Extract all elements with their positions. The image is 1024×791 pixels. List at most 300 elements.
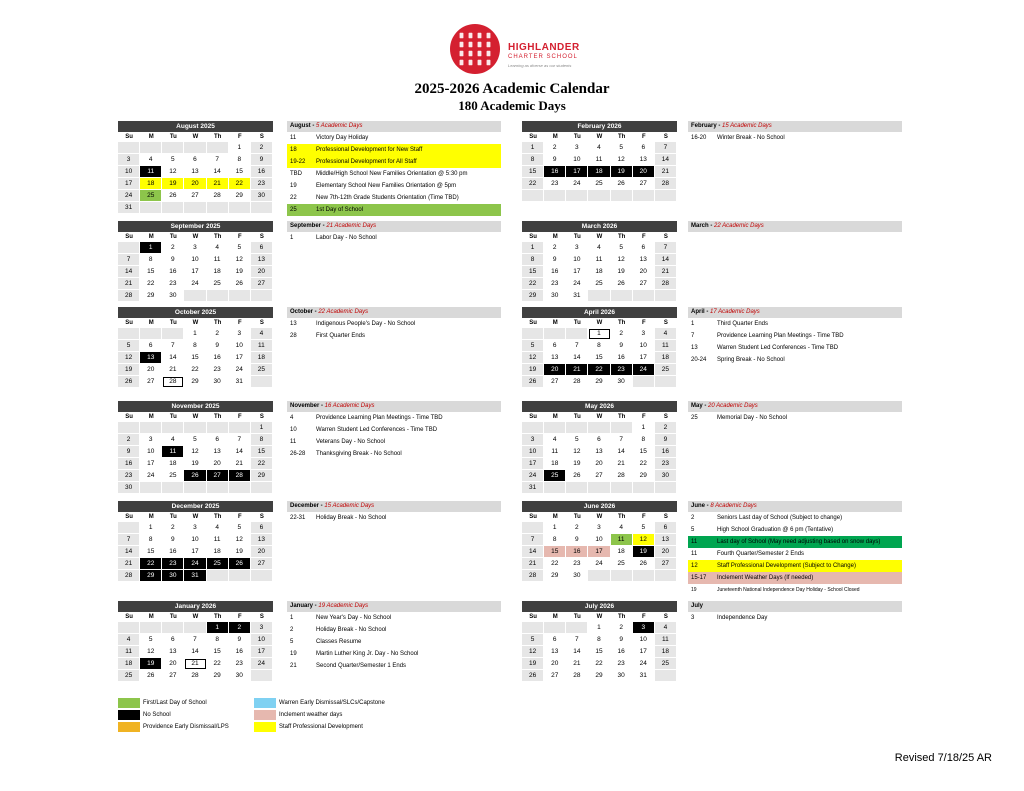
calendar-day: 24 bbox=[566, 278, 588, 290]
calendar-day: 25 bbox=[207, 278, 229, 290]
legend-item bbox=[254, 710, 342, 720]
day-header: S bbox=[663, 614, 668, 620]
calendar-day: 6 bbox=[633, 142, 655, 154]
calendar-day: 5 bbox=[184, 434, 206, 446]
calendar-empty-cell bbox=[184, 142, 206, 154]
week-row bbox=[522, 254, 677, 266]
calendar-day: 2 bbox=[655, 422, 677, 434]
calendar-day: 3 bbox=[633, 622, 655, 634]
week-row bbox=[522, 534, 677, 546]
calendar-day: 29 bbox=[544, 570, 566, 582]
calendar-day: 29 bbox=[633, 470, 655, 482]
event-text: Martin Luther King Jr. Day - No School bbox=[316, 651, 419, 657]
calendar-day: 30 bbox=[611, 376, 633, 388]
calendar-day: 29 bbox=[588, 376, 610, 388]
week-row bbox=[522, 266, 677, 278]
calendar-day: 21 bbox=[655, 166, 677, 178]
calendar-day: 9 bbox=[544, 254, 566, 266]
calendar-day: 5 bbox=[611, 242, 633, 254]
event-row bbox=[287, 204, 501, 216]
calendar-day: 12 bbox=[229, 534, 251, 546]
calendar-day: 15 bbox=[140, 546, 162, 558]
calendar-day: 19 bbox=[633, 546, 655, 558]
month-title: February 2026 bbox=[522, 121, 677, 132]
event-text: Indigenous People's Day - No School bbox=[316, 321, 416, 327]
calendar-day: 6 bbox=[544, 634, 566, 646]
calendar-day: 28 bbox=[522, 570, 544, 582]
calendar-day: 6 bbox=[207, 434, 229, 446]
calendar-day: 18 bbox=[118, 658, 140, 670]
calendar-day: 14 bbox=[611, 446, 633, 458]
event-text: 1st Day of School bbox=[316, 207, 364, 213]
day-header: F bbox=[641, 320, 646, 326]
calendar-day: 22 bbox=[184, 364, 206, 376]
calendar-day: 1 bbox=[522, 242, 544, 254]
calendar-day: 5 bbox=[229, 522, 251, 534]
calendar-day: 12 bbox=[633, 534, 655, 546]
week-row bbox=[118, 364, 273, 376]
events-month-label: January - bbox=[290, 603, 317, 609]
day-header: M bbox=[552, 514, 558, 520]
calendar-day: 4 bbox=[140, 154, 162, 166]
calendar-day: 6 bbox=[251, 242, 273, 254]
calendar-day: 16 bbox=[162, 266, 184, 278]
calendar-empty-cell bbox=[140, 482, 162, 494]
calendar-empty-cell bbox=[522, 190, 544, 202]
month-title: May 2026 bbox=[522, 401, 677, 412]
calendar-day: 11 bbox=[251, 340, 273, 352]
events-month-label: November - bbox=[290, 403, 324, 409]
calendar-day: 14 bbox=[184, 646, 206, 658]
calendar-day: 1 bbox=[588, 622, 610, 634]
event-text: Third Quarter Ends bbox=[717, 321, 769, 327]
academic-days-count: 21 Academic Days bbox=[324, 223, 377, 229]
events-header bbox=[688, 307, 902, 318]
calendar-day: 8 bbox=[522, 154, 544, 166]
calendar-day: 25 bbox=[588, 178, 610, 190]
calendar-day: 5 bbox=[229, 242, 251, 254]
calendar-day: 12 bbox=[140, 646, 162, 658]
week-row bbox=[118, 546, 273, 558]
week-row bbox=[522, 670, 677, 682]
calendar-day: 9 bbox=[611, 340, 633, 352]
calendar-day: 27 bbox=[251, 278, 273, 290]
calendar-day: 7 bbox=[184, 634, 206, 646]
month-calendar bbox=[522, 601, 677, 682]
event-text: Warren Student Led Conferences - Time TBD bbox=[316, 427, 438, 433]
event-row bbox=[287, 436, 501, 448]
calendar-day: 27 bbox=[544, 376, 566, 388]
calendar-day: 3 bbox=[522, 434, 544, 446]
week-row bbox=[118, 458, 273, 470]
calendar-day: 13 bbox=[251, 254, 273, 266]
calendar-empty-cell bbox=[162, 202, 184, 214]
academic-days-count: 19 Academic Days bbox=[316, 603, 369, 609]
calendar-day: 12 bbox=[611, 254, 633, 266]
event-date: 26-28 bbox=[290, 451, 306, 457]
calendar-day: 16 bbox=[566, 546, 588, 558]
calendar-empty-cell bbox=[162, 328, 184, 340]
calendar-day: 23 bbox=[544, 278, 566, 290]
calendar-day: 21 bbox=[522, 558, 544, 570]
calendar-day: 9 bbox=[655, 434, 677, 446]
calendar-day: 2 bbox=[207, 328, 229, 340]
week-row bbox=[522, 242, 677, 254]
month-title: January 2026 bbox=[118, 601, 273, 612]
calendar-day: 28 bbox=[655, 178, 677, 190]
calendar-day: 29 bbox=[184, 376, 206, 388]
event-text: Staff Professional Development (Subject to Change) bbox=[717, 563, 856, 569]
week-row bbox=[118, 190, 273, 202]
event-row bbox=[688, 572, 902, 584]
events-month-label: June - bbox=[691, 503, 709, 509]
day-header: Su bbox=[529, 134, 537, 140]
week-row bbox=[522, 482, 677, 494]
calendar-day: 23 bbox=[251, 178, 273, 190]
calendar-day: 29 bbox=[207, 670, 229, 682]
calendar-day: 18 bbox=[544, 458, 566, 470]
calendar-day: 5 bbox=[633, 522, 655, 534]
calendar-empty-cell bbox=[140, 142, 162, 154]
calendar-day: 1 bbox=[184, 328, 206, 340]
week-row bbox=[118, 434, 273, 446]
event-date: 1 bbox=[290, 235, 294, 241]
calendar-empty-cell bbox=[544, 422, 566, 434]
event-row bbox=[287, 192, 501, 204]
calendar-day: 23 bbox=[207, 364, 229, 376]
calendar-day: 4 bbox=[207, 522, 229, 534]
week-row bbox=[522, 340, 677, 352]
calendar-day: 30 bbox=[118, 482, 140, 494]
event-date: 13 bbox=[691, 345, 698, 351]
calendar-day: 28 bbox=[611, 470, 633, 482]
day-header: Tu bbox=[169, 414, 177, 420]
calendar-day: 1 bbox=[588, 328, 610, 340]
calendar-day: 13 bbox=[633, 154, 655, 166]
calendar-empty-cell bbox=[566, 422, 588, 434]
calendar-empty-cell bbox=[655, 376, 677, 388]
calendar-day: 6 bbox=[184, 154, 206, 166]
calendar-day: 13 bbox=[655, 534, 677, 546]
day-header-row bbox=[118, 318, 273, 328]
calendar-day: 29 bbox=[140, 570, 162, 582]
day-header: Su bbox=[125, 614, 133, 620]
week-row bbox=[522, 376, 677, 388]
calendar-empty-cell bbox=[611, 190, 633, 202]
event-text: Winter Break - No School bbox=[717, 135, 785, 141]
calendar-day: 3 bbox=[229, 328, 251, 340]
calendar-day: 6 bbox=[162, 634, 184, 646]
calendar-empty-cell bbox=[207, 290, 229, 302]
day-header: Su bbox=[125, 414, 133, 420]
calendar-day: 12 bbox=[522, 352, 544, 364]
day-header: Th bbox=[213, 614, 222, 620]
day-header: M bbox=[552, 320, 558, 326]
event-date: 25 bbox=[691, 415, 698, 421]
calendar-day: 14 bbox=[118, 546, 140, 558]
events-header bbox=[688, 601, 902, 612]
calendar-day: 21 bbox=[611, 458, 633, 470]
calendar-empty-cell bbox=[207, 422, 229, 434]
day-header: F bbox=[237, 234, 242, 240]
calendar-day: 22 bbox=[588, 364, 610, 376]
calendar-day: 7 bbox=[566, 634, 588, 646]
calendar-day: 17 bbox=[566, 266, 588, 278]
calendar-empty-cell bbox=[655, 482, 677, 494]
calendar-day: 12 bbox=[118, 352, 140, 364]
day-header: S bbox=[259, 134, 264, 140]
calendar-day: 29 bbox=[229, 190, 251, 202]
day-header: Su bbox=[125, 134, 133, 140]
calendar-day: 28 bbox=[655, 278, 677, 290]
calendar-day: 8 bbox=[588, 340, 610, 352]
calendar-day: 17 bbox=[633, 646, 655, 658]
day-header: Th bbox=[617, 614, 626, 620]
event-date: 2 bbox=[290, 627, 294, 633]
day-header: Th bbox=[213, 320, 222, 326]
event-text: Seniors Last day of School (Subject to change) bbox=[717, 515, 843, 521]
legend-item bbox=[118, 710, 171, 720]
calendar-day: 17 bbox=[522, 458, 544, 470]
day-header: S bbox=[259, 614, 264, 620]
calendar-day: 17 bbox=[184, 546, 206, 558]
event-row bbox=[688, 536, 902, 548]
calendar-day: 16 bbox=[229, 646, 251, 658]
event-row bbox=[688, 330, 902, 342]
calendar-empty-cell bbox=[544, 328, 566, 340]
week-row bbox=[118, 670, 273, 682]
calendar-day: 3 bbox=[633, 328, 655, 340]
events-month-label: May - bbox=[691, 403, 707, 409]
day-header: M bbox=[552, 414, 558, 420]
event-date: 19 bbox=[691, 587, 697, 593]
calendar-day: 27 bbox=[162, 670, 184, 682]
calendar-day: 8 bbox=[544, 534, 566, 546]
calendar-day: 17 bbox=[140, 458, 162, 470]
event-row bbox=[287, 156, 501, 168]
calendar-day: 30 bbox=[566, 570, 588, 582]
academic-days-count: 20 Academic Days bbox=[706, 403, 758, 409]
calendar-day: 24 bbox=[229, 364, 251, 376]
legend-item bbox=[254, 698, 385, 708]
calendar-day: 7 bbox=[566, 340, 588, 352]
calendar-day: 21 bbox=[229, 458, 251, 470]
calendar-day: 2 bbox=[162, 522, 184, 534]
calendar-day: 26 bbox=[522, 376, 544, 388]
calendar-empty-cell bbox=[251, 376, 273, 388]
week-row bbox=[522, 154, 677, 166]
month-events bbox=[287, 601, 501, 672]
week-row bbox=[522, 364, 677, 376]
calendar-day: 30 bbox=[162, 570, 184, 582]
calendar-day: 20 bbox=[251, 266, 273, 278]
calendar-empty-cell bbox=[118, 422, 140, 434]
calendar-empty-cell bbox=[611, 290, 633, 302]
events-header bbox=[688, 401, 902, 412]
calendar-empty-cell bbox=[207, 142, 229, 154]
calendar-day: 11 bbox=[611, 534, 633, 546]
calendar-day: 23 bbox=[655, 458, 677, 470]
calendar-day: 17 bbox=[229, 352, 251, 364]
legend-label: Providence Early Dismissal/LPS bbox=[143, 724, 229, 730]
calendar-day: 19 bbox=[162, 178, 184, 190]
events-month-label: July bbox=[691, 603, 704, 609]
day-header: M bbox=[148, 134, 154, 140]
calendar-day: 19 bbox=[611, 266, 633, 278]
calendar-day: 6 bbox=[655, 522, 677, 534]
legend-swatch bbox=[254, 722, 276, 732]
week-row bbox=[522, 570, 677, 582]
calendar-empty-cell bbox=[118, 142, 140, 154]
event-text: Victory Day Holiday bbox=[316, 135, 369, 141]
week-row bbox=[522, 328, 677, 340]
day-header-row bbox=[118, 132, 273, 142]
day-header: S bbox=[663, 320, 668, 326]
calendar-empty-cell bbox=[251, 202, 273, 214]
calendar-day: 17 bbox=[118, 178, 140, 190]
month-calendar bbox=[118, 401, 273, 494]
calendar-empty-cell bbox=[611, 422, 633, 434]
calendar-day: 29 bbox=[251, 470, 273, 482]
calendar-day: 8 bbox=[522, 254, 544, 266]
day-header: Tu bbox=[573, 320, 581, 326]
calendar-day: 8 bbox=[633, 434, 655, 446]
calendar-day: 30 bbox=[655, 470, 677, 482]
calendar-empty-cell bbox=[118, 522, 140, 534]
day-header: S bbox=[259, 414, 264, 420]
calendar-day: 27 bbox=[633, 178, 655, 190]
month-events bbox=[688, 401, 902, 424]
day-header: M bbox=[148, 514, 154, 520]
event-row bbox=[287, 424, 501, 436]
month-calendar bbox=[522, 307, 677, 388]
event-row bbox=[688, 612, 902, 624]
legend-label: Warren Early Dismissal/SLCs/Capstone bbox=[279, 700, 385, 706]
events-header bbox=[287, 307, 501, 318]
month-events bbox=[688, 221, 902, 232]
calendar-day: 25 bbox=[207, 558, 229, 570]
day-header: M bbox=[148, 614, 154, 620]
day-header-row bbox=[522, 232, 677, 242]
calendar-day: 7 bbox=[522, 534, 544, 546]
calendar-day: 22 bbox=[229, 178, 251, 190]
calendar-day: 25 bbox=[140, 190, 162, 202]
events-header bbox=[287, 601, 501, 612]
calendar-day: 8 bbox=[140, 254, 162, 266]
event-text: Independence Day bbox=[717, 615, 768, 621]
calendar-day: 15 bbox=[184, 352, 206, 364]
event-text: Memorial Day - No School bbox=[717, 415, 788, 421]
week-row bbox=[522, 558, 677, 570]
calendar-day: 29 bbox=[140, 290, 162, 302]
week-row bbox=[118, 290, 273, 302]
calendar-day: 7 bbox=[118, 254, 140, 266]
month-calendar bbox=[118, 501, 273, 582]
calendar-empty-cell bbox=[140, 422, 162, 434]
calendar-empty-cell bbox=[140, 328, 162, 340]
calendar-empty-cell bbox=[251, 670, 273, 682]
week-row bbox=[118, 376, 273, 388]
calendar-day: 17 bbox=[566, 166, 588, 178]
calendar-day: 18 bbox=[588, 266, 610, 278]
calendar-empty-cell bbox=[118, 242, 140, 254]
event-text: Providence Learning Plan Meetings - Time TBD bbox=[316, 415, 443, 421]
calendar-day: 1 bbox=[522, 142, 544, 154]
calendar-day: 14 bbox=[566, 646, 588, 658]
calendar-day: 26 bbox=[162, 190, 184, 202]
week-row bbox=[118, 522, 273, 534]
calendar-day: 24 bbox=[522, 470, 544, 482]
day-header: S bbox=[663, 234, 668, 240]
week-row bbox=[118, 202, 273, 214]
day-header: Su bbox=[529, 234, 537, 240]
week-row bbox=[522, 190, 677, 202]
calendar-day: 23 bbox=[162, 558, 184, 570]
month-events bbox=[287, 221, 501, 244]
calendar-day: 22 bbox=[544, 558, 566, 570]
calendar-empty-cell bbox=[184, 622, 206, 634]
calendar-day: 26 bbox=[229, 558, 251, 570]
calendar-day: 14 bbox=[566, 352, 588, 364]
calendar-day: 18 bbox=[207, 266, 229, 278]
calendar-day: 14 bbox=[655, 154, 677, 166]
calendar-day: 5 bbox=[140, 634, 162, 646]
academic-days-count: 17 Academic Days bbox=[708, 309, 760, 315]
calendar-day: 3 bbox=[184, 242, 206, 254]
event-date: 20-24 bbox=[691, 357, 707, 363]
week-row bbox=[522, 166, 677, 178]
calendar-day: 24 bbox=[633, 364, 655, 376]
calendar-empty-cell bbox=[229, 290, 251, 302]
calendar-empty-cell bbox=[633, 570, 655, 582]
day-header: Su bbox=[529, 320, 537, 326]
week-row bbox=[118, 422, 273, 434]
calendar-day: 3 bbox=[118, 154, 140, 166]
calendar-empty-cell bbox=[566, 622, 588, 634]
day-header: M bbox=[552, 614, 558, 620]
revision-note: Revised 7/18/25 AR bbox=[894, 752, 992, 764]
week-row bbox=[118, 166, 273, 178]
events-header bbox=[688, 501, 902, 512]
calendar-day: 18 bbox=[655, 352, 677, 364]
day-header: Su bbox=[125, 514, 133, 520]
day-header: Tu bbox=[573, 414, 581, 420]
page-title: 2025-2026 Academic Calendar bbox=[414, 81, 610, 97]
month-events bbox=[688, 501, 902, 596]
calendar-day: 10 bbox=[184, 254, 206, 266]
day-header-row bbox=[522, 612, 677, 622]
events-header bbox=[287, 121, 501, 132]
week-row bbox=[118, 658, 273, 670]
month-calendar bbox=[118, 601, 273, 682]
day-header: M bbox=[148, 234, 154, 240]
calendar-day: 9 bbox=[162, 534, 184, 546]
calendar-day: 2 bbox=[118, 434, 140, 446]
calendar-empty-cell bbox=[566, 190, 588, 202]
calendar-day: 30 bbox=[229, 670, 251, 682]
calendar-day: 10 bbox=[140, 446, 162, 458]
event-text: Fourth Quarter/Semester 2 Ends bbox=[717, 551, 805, 557]
legend bbox=[118, 698, 418, 738]
calendar-day: 12 bbox=[611, 154, 633, 166]
calendar-day: 4 bbox=[251, 328, 273, 340]
calendar-day: 21 bbox=[184, 658, 206, 670]
calendar-day: 21 bbox=[566, 658, 588, 670]
calendar-day: 26 bbox=[522, 670, 544, 682]
day-header: S bbox=[259, 320, 264, 326]
day-header: W bbox=[192, 134, 199, 140]
event-text: Juneteenth National Independence Day Holiday - School Closed bbox=[717, 587, 860, 593]
